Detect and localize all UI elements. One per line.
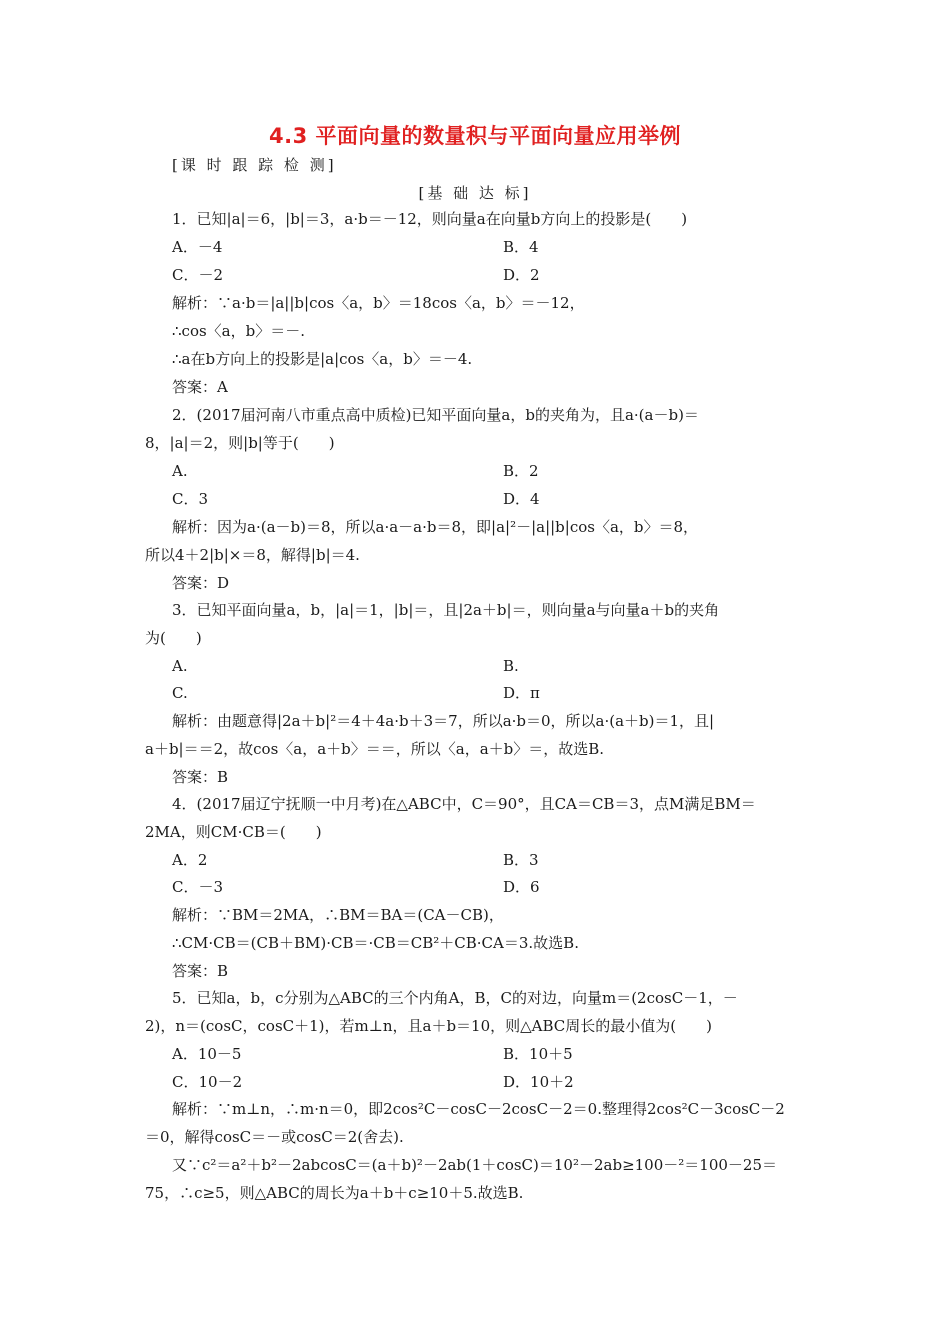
q5-solution-line: 75，∴c≥5，则△ABC的周长为a＋b＋c≥10＋5.故选B. (145, 1184, 524, 1202)
q4-solution-line: ∴CM·CB＝(CB＋BM)·CB＝·CB＝CB²＋CB·CA＝3.故选B. (172, 934, 579, 952)
q3-answer: 答案：B (172, 768, 229, 786)
q5-option-d: D．10＋2 (503, 1073, 574, 1091)
q1-stem: 1．已知|a|＝6，|b|＝3，a·b＝－12，则向量a在向量b方向上的投影是( ) (172, 210, 688, 228)
q2-answer: 答案：D (172, 574, 230, 592)
q2-option-d: D．4 (503, 490, 540, 508)
q4-solution-line: 解析：∵BM＝2MA，∴BM＝BA＝(CA－CB)， (172, 906, 504, 924)
q1-option-c: C．－2 (172, 266, 224, 284)
q1-answer: 答案：A (172, 378, 228, 396)
q5-solution-line: 又∵c²＝a²＋b²－2abcosC＝(a＋b)²－2ab(1＋cosC)＝10²－2ab≥100－²＝100－25＝ (172, 1156, 778, 1174)
q3-stem-cont: 为( ) (145, 629, 202, 647)
q2-solution-line: 解析：因为a·(a－b)＝8，所以a·a－a·b＝8，即|a|²－|a||b|cos〈a，b〉＝8， (172, 518, 699, 536)
q4-option-d: D．6 (503, 878, 540, 896)
q2-stem: 2．(2017届河南八市重点高中质检)已知平面向量a，b的夹角为，且a·(a－b)＝ (172, 406, 699, 424)
q5-solution-line: ＝0，解得cosC＝－或cosC＝2(舍去). (145, 1128, 404, 1146)
q4-option-a: A．2 (172, 851, 208, 869)
q4-stem: 4．(2017届辽宁抚顺一中月考)在△ABC中，C＝90°，且CA＝CB＝3，点M满足BM＝ (172, 795, 756, 813)
q5-stem-cont: 2)，n＝(cosC，cosC＋1)，若m⊥n，且a＋b＝10，则△ABC周长的最小值为( ) (145, 1017, 712, 1035)
q1-option-b: B．4 (503, 238, 539, 256)
q3-solution-line: a＋b|＝＝2，故cos〈a，a＋b〉＝＝，所以〈a，a＋b〉＝，故选B. (145, 740, 605, 758)
q1-option-d: D．2 (503, 266, 540, 284)
q5-stem: 5．已知a，b，c分别为△ABC的三个内角A，B，C的对边，向量m＝(2cosC－1，－ (172, 989, 738, 1007)
q2-option-c: C．3 (172, 490, 209, 508)
q1-solution-line: ∴cos〈a，b〉＝－. (172, 322, 305, 340)
q3-option-c: C. (172, 684, 188, 702)
q1-option-a: A．－4 (172, 238, 223, 256)
q2-stem-cont: 8，|a|＝2，则|b|等于( ) (145, 434, 335, 452)
q4-option-c: C．－3 (172, 878, 224, 896)
page-title: 4.3 平面向量的数量积与平面向量应用举例 (268, 124, 681, 148)
section-heading: [基 础 达 标] (418, 184, 532, 202)
q3-option-d: D．π (503, 684, 540, 702)
q1-solution-line: 解析：∵a·b＝|a||b|cos〈a，b〉＝18cos〈a，b〉＝－12， (172, 294, 585, 312)
q5-option-a: A．10－5 (172, 1045, 242, 1063)
q4-stem-cont: 2MA，则CM·CB＝( ) (145, 823, 322, 841)
q3-option-b: B. (503, 657, 519, 675)
q3-solution-line: 解析：由题意得|2a＋b|²＝4＋4a·b＋3＝7，所以a·b＝0，所以a·(a＋b)＝1，且| (172, 712, 715, 730)
q2-solution-line: 所以4＋2|b|×＝8，解得|b|＝4. (145, 546, 360, 564)
q2-option-b: B．2 (503, 462, 539, 480)
q5-solution-line: 解析：∵m⊥n，∴m·n＝0，即2cos²C－cosC－2cosC－2＝0.整理得2cos²C－3cosC－2 (172, 1100, 785, 1118)
q4-answer: 答案：B (172, 962, 229, 980)
q5-option-b: B．10＋5 (503, 1045, 573, 1063)
q3-stem: 3．已知平面向量a，b，|a|＝1，|b|＝，且|2a＋b|＝，则向量a与向量a＋b的夹角 (172, 601, 720, 619)
q2-option-a: A. (172, 462, 188, 480)
q1-solution-line: ∴a在b方向上的投影是|a|cos〈a，b〉＝－4. (172, 350, 473, 368)
q4-option-b: B．3 (503, 851, 539, 869)
q5-option-c: C．10－2 (172, 1073, 243, 1091)
subtitle: [课 时 跟 踪 检 测] (172, 156, 337, 174)
q3-option-a: A. (172, 657, 188, 675)
